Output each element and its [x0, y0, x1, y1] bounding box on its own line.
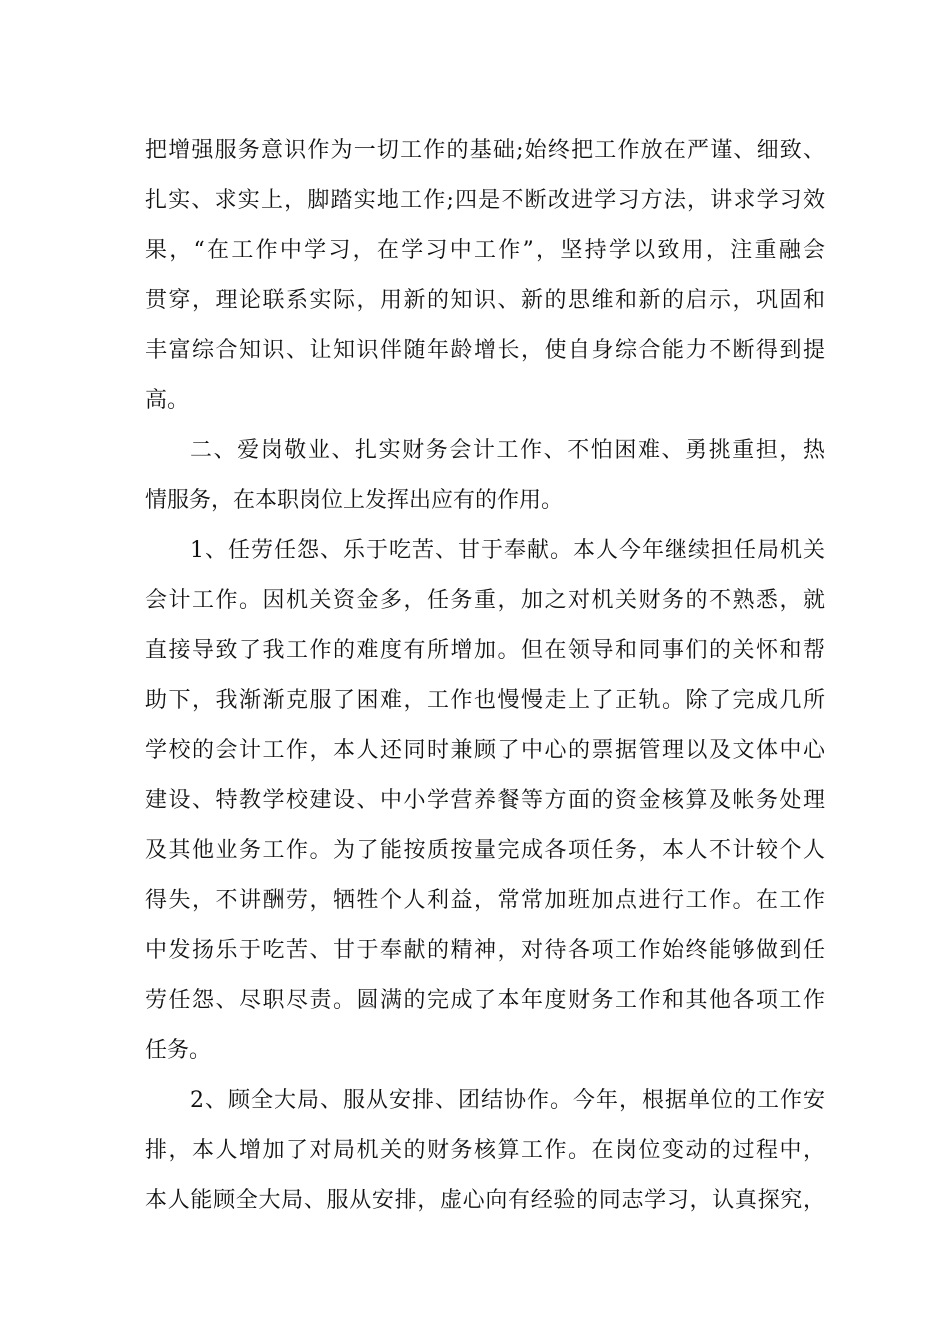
text-line: 2、顾全大局、服从安排、团结协作。今年，根据单位的工作安	[190, 1088, 825, 1113]
text-line: 扎实、求实上，脚踏实地工作;四是不断改进学习方法，讲求学习效	[145, 188, 825, 213]
text-line: 及其他业务工作。为了能按质按量完成各项任务，本人不计较个人	[145, 838, 825, 863]
text-line: 高。	[145, 388, 190, 413]
text-line: 建设、特教学校建设、中小学营养餐等方面的资金核算及帐务处理	[145, 788, 825, 813]
text-line: 1、任劳任怨、乐于吃苦、甘于奉献。本人今年继续担任局机关	[190, 538, 825, 563]
text-line: 直接导致了我工作的难度有所增加。但在领导和同事们的关怀和帮	[145, 638, 825, 663]
text-line: 二、爱岗敬业、扎实财务会计工作、不怕困难、勇挑重担，热	[190, 438, 825, 463]
text-line: 会计工作。因机关资金多，任务重，加之对机关财务的不熟悉，就	[145, 588, 825, 613]
text-line: 排，本人增加了对局机关的财务核算工作。在岗位变动的过程中，	[145, 1138, 825, 1163]
text-line: 本人能顾全大局、服从安排，虚心向有经验的同志学习，认真探究，	[145, 1188, 825, 1213]
text-line: 情服务，在本职岗位上发挥出应有的作用。	[145, 488, 564, 513]
text-line: 任务。	[145, 1038, 212, 1063]
text-line: 得失，不讲酬劳，牺牲个人利益，常常加班加点进行工作。在工作	[145, 888, 825, 913]
text-line: 贯穿，理论联系实际，用新的知识、新的思维和新的启示，巩固和	[145, 288, 825, 313]
body-text	[145, 126, 825, 1226]
text-line: 劳任怨、尽职尽责。圆满的完成了本年度财务工作和其他各项工作	[145, 988, 825, 1013]
text-line: 助下，我渐渐克服了困难，工作也慢慢走上了正轨。除了完成几所	[145, 688, 825, 713]
text-line: 学校的会计工作，本人还同时兼顾了中心的票据管理以及文体中心	[145, 738, 825, 763]
text-line: 中发扬乐于吃苦、甘于奉献的精神，对待各项工作始终能够做到任	[145, 938, 825, 963]
text-line: 把增强服务意识作为一切工作的基础;始终把工作放在严谨、细致、	[145, 138, 825, 163]
text-line: 丰富综合知识、让知识伴随年龄增长，使自身综合能力不断得到提	[145, 338, 825, 363]
text-line: 果，“在工作中学习，在学习中工作”，坚持学以致用，注重融会	[145, 238, 825, 263]
